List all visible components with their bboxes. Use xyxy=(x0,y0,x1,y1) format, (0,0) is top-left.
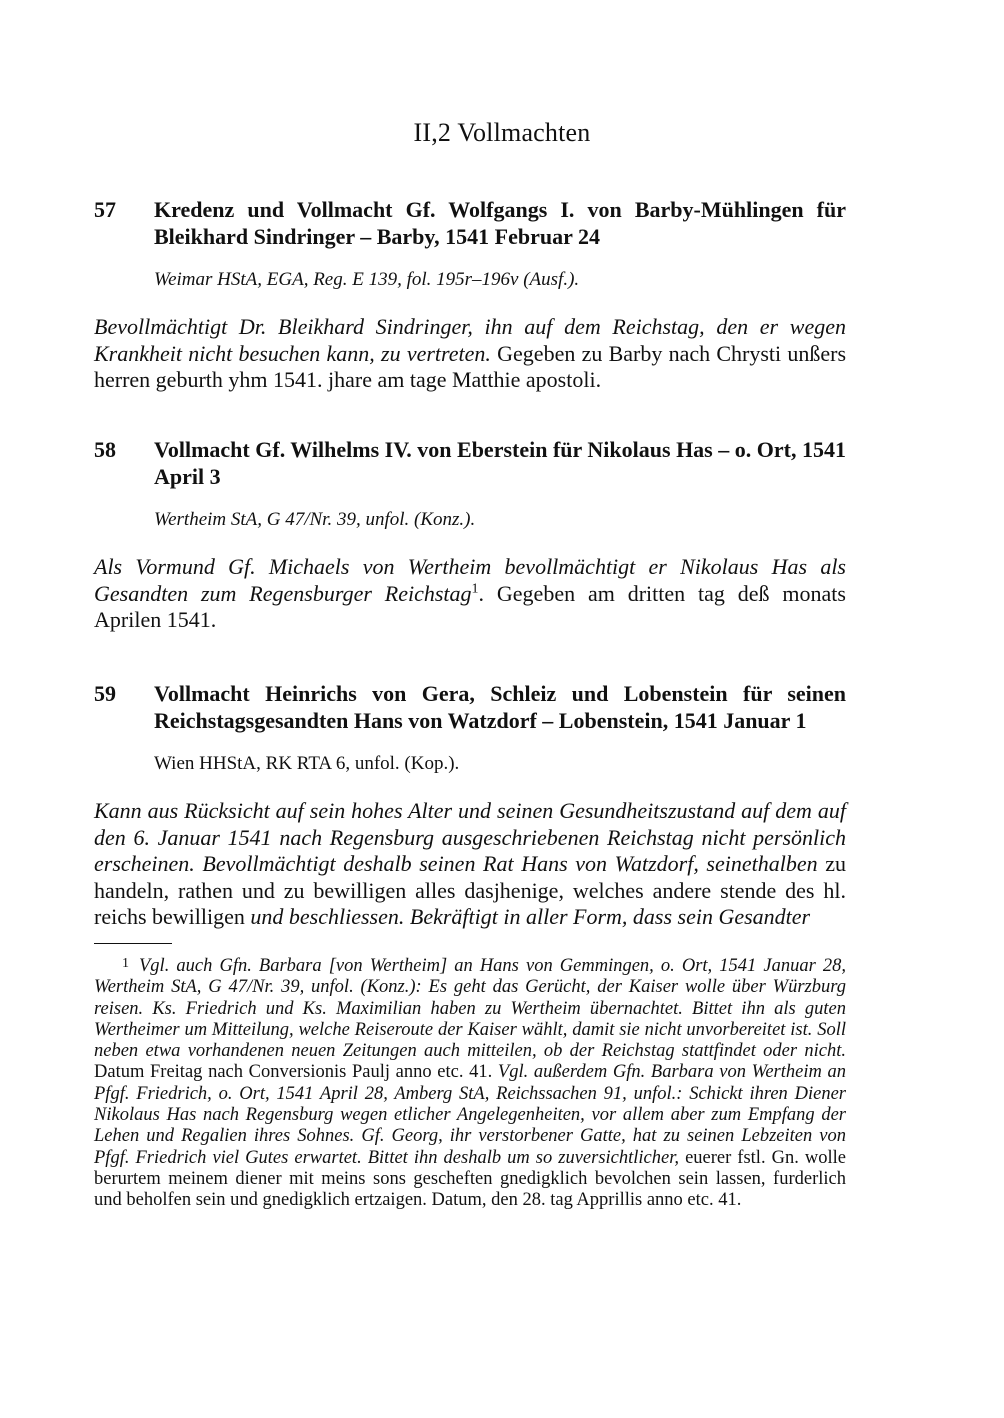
entry-title: Vollmacht Heinrichs von Gera, Schleiz und Lobenstein für seinen Reichstagsgesandten Hans von Watzdorf – Lobenstein, 1541 Januar 1 xyxy=(154,681,846,733)
footnote-text-2: Datum Freitag nach Conversionis Paulj anno etc. 41. xyxy=(94,1062,493,1083)
footnote-text-1: Vgl. auch Gfn. Barbara [von Wertheim] an Hans von Gemmingen, o. Ort, 1541 Januar 28, Wertheim StA, G 47/Nr. 39, unfol. (Konz.): Es geht das Gerücht, der Kaiser wolle über Würzburg reisen. Ks. Friedrich und Ks. Maximilian haben zu Wertheim übernachtet. Bittet ihn als guten Wertheimer um Mitteilung, welche Reiseroute der Kaiser wählt, damit sie nicht unvorbereitet ist. Soll neben etwa vorhandenen neuen Zeitungen auch mitteilen, ob der Reichstag stattfindet oder nicht. xyxy=(94,956,846,1062)
entry-body xyxy=(94,314,846,394)
entry-source: Weimar HStA, EGA, Reg. E 139, fol. 195r–196v (Ausf.). xyxy=(154,269,580,290)
entry-number: 58 xyxy=(94,437,116,462)
quote-text: Gegeben zu Barby nach Chrysti unßers herren geburth yhm 1541. jhare am tage Matthie apostoli. xyxy=(94,340,846,392)
entry-title: Kredenz und Vollmacht Gf. Wolfgangs I. von Barby-Mühlingen für Bleikhard Sindringer – Barby, 1541 Februar 24 xyxy=(154,197,846,249)
entry-58 xyxy=(94,436,846,634)
regest-text: Bevollmächtigt Dr. Bleikhard Sindringer, ihn auf dem Reichstag, den er wegen Krankheit nicht besuchen kann, zu vertreten. xyxy=(94,314,846,366)
entry-heading xyxy=(94,680,846,734)
regest-text: Kann aus Rücksicht auf sein hohes Alter und seinen Gesundheitszustand auf dem auf den 6. Januar 1541 nach Regensburg ausgeschriebenen Reichstag nicht persönlich erscheinen. Bevollmächtigt deshalb seinen Rat Hans von Watzdorf, seinethalben xyxy=(94,798,846,876)
entry-title: Vollmacht Gf. Wilhelms IV. von Eberstein für Nikolaus Has – o. Ort, 1541 April 3 xyxy=(154,437,846,489)
regest-text: Als Vormund Gf. Michaels von Wertheim bevollmächtigt er Nikolaus Has als Gesandten zum Regensburger Reichstag xyxy=(94,554,846,606)
entry-body xyxy=(94,798,846,931)
quote-text: zu handeln, rathen und zu bewilligen alles dasjhenige, welches andere stende des hl. reichs bewilligen xyxy=(94,851,847,929)
entry-59 xyxy=(94,680,846,931)
footnote-text-3: Vgl. außerdem Gfn. Barbara von Wertheim an Pfgf. Friedrich, o. Ort, 1541 April 28, Amberg StA, Reichssachen 91, unfol.: Schickt ihren Diener Nikolaus Has nach Regensburg wegen etlicher Angelegenheiten, vor allem aber zum Empfang der Lehen und Regalien ihres Sohnes. Gf. Georg, ihr verstorbener Gatte, hat zu seinen Lebzeiten von Pfgf. Friedrich viel Gutes erwartet. Bittet ihn deshalb um so zuversichtlicher, xyxy=(94,1062,847,1168)
entry-heading xyxy=(94,196,846,250)
entry-body xyxy=(94,554,846,634)
entry-source: Wien HHStA, RK RTA 6, unfol. (Kop.). xyxy=(154,753,460,774)
footnote-mark: 1 xyxy=(122,956,129,971)
entry-source: Wertheim StA, G 47/Nr. 39, unfol. (Konz.). xyxy=(154,509,476,530)
footnote-reference: 1 xyxy=(471,581,479,597)
footnote-text-4: euerer fstl. Gn. wolle berurtem meinem diener mit meins sons gescheften gnedigklich bevolchen sein lassen, furderlich und beholfen sein und gnedigklich ertzaigen. Datum, den 28. tag Apprillis anno etc. 41. xyxy=(94,1147,846,1211)
regest-text-continued: und beschliessen. Bekräftigt in aller Form, dass sein Gesandter xyxy=(250,904,811,929)
entry-57 xyxy=(94,196,846,394)
entry-number: 59 xyxy=(94,681,116,706)
page-header: II,2 Vollmachten xyxy=(413,118,591,147)
footnote-divider xyxy=(94,943,172,944)
footnote xyxy=(94,953,846,1212)
entry-heading xyxy=(94,436,846,490)
entry-number: 57 xyxy=(94,197,116,222)
quote-text: . Gegeben am dritten tag deß monats Aprilen 1541. xyxy=(94,580,846,632)
